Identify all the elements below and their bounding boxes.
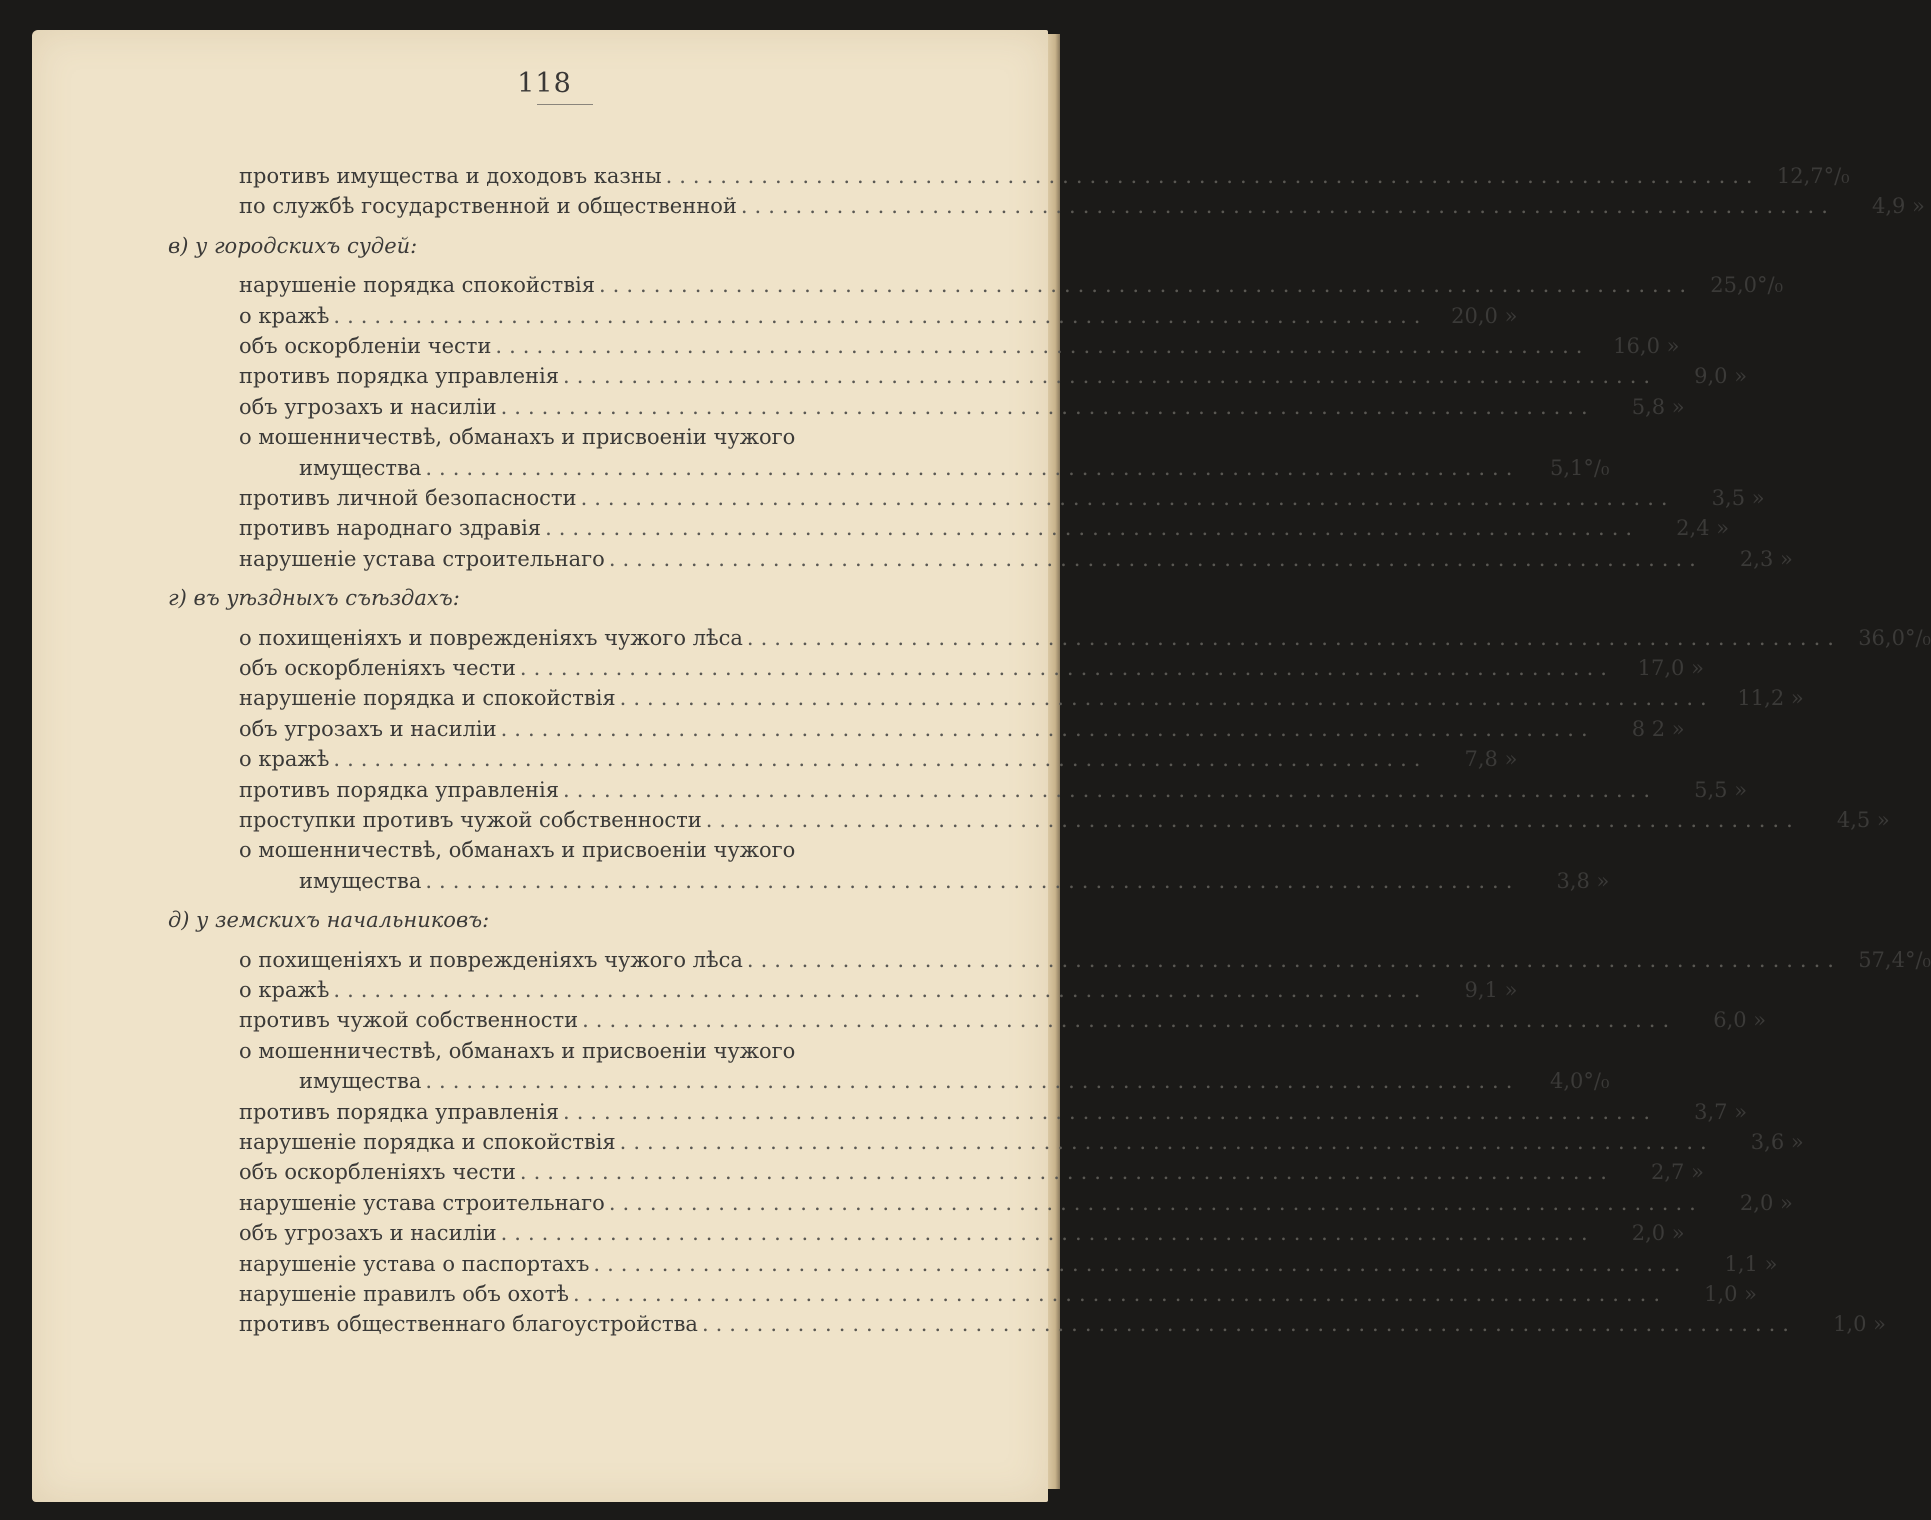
list-item [239, 1249, 1778, 1279]
entry-value: 5,5 » [1694, 777, 1748, 802]
dot-leader: ................................................................................ [563, 777, 1658, 802]
dot-leader: ................................................................................ [545, 516, 1640, 541]
list-item [239, 1309, 1886, 1339]
entry-label: противъ порядка управленiя [239, 1099, 560, 1124]
entry-label: противъ имущества и доходовъ казны [239, 164, 662, 188]
entry-value: 3,6 » [1750, 1130, 1804, 1154]
list-item [239, 301, 1518, 331]
entry-label: нарушенiе порядка и спокойствiя [239, 1130, 616, 1154]
entry-value: 5,1°/₀ [1550, 455, 1610, 480]
entry-label: противъ личной безопасности [239, 486, 577, 510]
entry-value: 5,8 » [1631, 394, 1685, 419]
dot-leader: ................................................................................ [705, 808, 1800, 832]
list-item [239, 422, 819, 452]
section-heading: в) у городскихъ судей: [168, 233, 418, 258]
dot-leader: ................................................................................ [519, 656, 1614, 680]
dot-leader: ................................................................................ [495, 334, 1590, 358]
entry-value: 12,7°/₀ [1776, 164, 1850, 188]
entry-label: нарушенiе устава строительнаго [239, 1190, 605, 1215]
entry-label: противъ порядка управленiя [239, 364, 560, 389]
entry-value: 3,8 » [1556, 868, 1610, 893]
entry-value: 2,0 » [1739, 1190, 1793, 1215]
list-item [239, 1157, 1704, 1187]
list-item [239, 1036, 819, 1066]
list-item [299, 453, 1610, 483]
entry-label: нарушенiе устава о паспортахъ [239, 1251, 590, 1276]
dot-leader: ................................................................................ [599, 273, 1694, 298]
page-number-rule [537, 104, 593, 105]
dot-leader: ................................................................................ [701, 1312, 1796, 1337]
entry-value: 8 2 » [1631, 716, 1685, 741]
entry-label: имущества [299, 868, 422, 893]
entry-label: объ угрозахъ и насилiи [239, 716, 497, 741]
entry-value: 17,0 » [1637, 656, 1704, 680]
list-item [239, 835, 819, 865]
list-item [239, 331, 1680, 361]
list-item [239, 392, 1685, 422]
entry-label: по службѣ государственной и общественной [239, 194, 737, 219]
entry-label: противъ общественнаго благоустройства [239, 1312, 698, 1337]
dot-leader: ................................................................................ [500, 1221, 1595, 1246]
list-item [239, 744, 1518, 774]
entry-value: 2,7 » [1651, 1160, 1704, 1185]
dot-leader: ................................................................................ [519, 1160, 1614, 1185]
page-number: 118 [517, 68, 572, 99]
list-item [239, 805, 1890, 835]
list-item [239, 714, 1685, 744]
dot-leader: ................................................................................ [333, 747, 1428, 772]
entry-label: объ оскорбленiяхъ чести [239, 656, 516, 680]
entry-label: о похищенiяхъ и поврежденiяхъ чужого лѣса [239, 947, 743, 972]
list-item [239, 683, 1804, 713]
entry-label: о кражѣ [239, 978, 330, 1002]
dot-leader: ................................................................................ [746, 947, 1841, 972]
dot-leader: ................................................................................ [333, 303, 1428, 328]
entry-label: противъ порядка управленiя [239, 777, 560, 802]
entry-label: проступки противъ чужой собственности [239, 808, 702, 832]
entry-value: 11,2 » [1737, 686, 1804, 711]
entry-value: 4,9 » [1871, 194, 1925, 219]
entry-value: 4,0°/₀ [1550, 1069, 1610, 1094]
dot-leader: ................................................................................ [572, 1282, 1668, 1306]
list-item [239, 544, 1793, 574]
list-item [239, 1127, 1804, 1157]
entry-value: 3,7 » [1694, 1099, 1748, 1124]
entry-value: 1,1 » [1724, 1251, 1778, 1276]
list-item [239, 270, 1784, 300]
entry-value: 1,0 » [1833, 1312, 1886, 1337]
list-item [239, 975, 1518, 1005]
entry-label: имущества [299, 1069, 422, 1094]
list-item [239, 775, 1748, 805]
dot-leader: ................................................................................ [608, 546, 1703, 571]
entry-label: нарушенiе порядка и спокойствiя [239, 686, 616, 711]
dot-leader: ................................................................................ [665, 164, 1760, 188]
list-item [239, 945, 1931, 975]
entry-label: объ оскорбленiяхъ чести [239, 1160, 516, 1185]
entry-label: о кражѣ [239, 303, 330, 328]
entry-value: 4,5 » [1836, 808, 1890, 832]
list-item [239, 191, 1925, 221]
entry-value: 2,3 » [1739, 546, 1793, 571]
dot-leader: ................................................................................ [500, 394, 1595, 419]
entry-value: 6,0 » [1713, 1008, 1767, 1033]
list-item [239, 513, 1730, 543]
list-item [239, 1097, 1748, 1127]
dot-leader: ................................................................................ [619, 686, 1714, 711]
section-heading: г) въ уѣздныхъ съѣздахъ: [168, 586, 460, 611]
list-item [239, 361, 1748, 391]
dot-leader: ................................................................................ [740, 194, 1835, 219]
entry-value: 16,0 » [1613, 334, 1680, 358]
list-item [239, 1279, 1758, 1309]
entry-value: 2,4 » [1676, 516, 1730, 541]
dot-leader: ................................................................................ [563, 1099, 1658, 1124]
dot-leader: ................................................................................ [608, 1190, 1703, 1215]
entry-label: имущества [299, 455, 422, 480]
entry-label: объ оскорбленiи чести [239, 334, 492, 358]
entry-label: противъ народнаго здравiя [239, 516, 542, 541]
entry-label: объ угрозахъ и насилiи [239, 394, 497, 419]
entry-label: о похищенiяхъ и поврежденiяхъ чужого лѣса [239, 625, 743, 650]
entry-value: 25,0°/₀ [1710, 273, 1784, 298]
entry-value: 57,4°/₀ [1858, 947, 1931, 972]
entry-value: 1,0 » [1704, 1282, 1758, 1306]
dot-leader: ................................................................................ [619, 1130, 1714, 1154]
dot-leader: ................................................................................ [563, 364, 1658, 389]
entry-label: противъ чужой собственности [239, 1008, 579, 1033]
entry-label: о мошенничествѣ, обманахъ и присвоенiи чужого [239, 1038, 796, 1063]
dot-leader: ................................................................................ [425, 1069, 1520, 1094]
entry-label: нарушенiе порядка спокойствiя [239, 273, 595, 298]
dot-leader: ................................................................................ [333, 978, 1428, 1002]
entry-value: 2,0 » [1631, 1221, 1685, 1246]
entry-value: 7,8 » [1464, 747, 1518, 772]
list-item [239, 1188, 1793, 1218]
list-item [239, 1218, 1685, 1248]
list-item [299, 1066, 1610, 1096]
entry-value: 9,0 » [1694, 364, 1748, 389]
entry-value: 9,1 » [1464, 978, 1518, 1002]
entry-label: объ угрозахъ и насилiи [239, 1221, 497, 1246]
dot-leader: ................................................................................ [425, 868, 1520, 893]
entry-label: нарушенiе правилъ объ охотѣ [239, 1282, 569, 1306]
entry-value: 36,0°/₀ [1858, 625, 1931, 650]
dot-leader: ................................................................................ [425, 455, 1520, 480]
list-item [239, 623, 1931, 653]
section-heading: д) у земскихъ начальниковъ: [168, 908, 490, 933]
dot-leader: ................................................................................ [582, 1008, 1677, 1033]
list-item [239, 653, 1704, 683]
entry-label: нарушенiе устава строительнаго [239, 546, 605, 571]
entry-value: 20,0 » [1451, 303, 1518, 328]
list-item [239, 161, 1850, 191]
entry-value: 3,5 » [1711, 486, 1765, 510]
dot-leader: ................................................................................ [746, 625, 1841, 650]
list-item [239, 1005, 1767, 1035]
entry-label: о мошенничествѣ, обманахъ и присвоенiи чужого [239, 425, 796, 450]
entry-label: о кражѣ [239, 747, 330, 772]
dot-leader: ................................................................................ [593, 1251, 1688, 1276]
list-item [299, 866, 1610, 896]
dot-leader: ................................................................................ [580, 486, 1675, 510]
list-item [239, 483, 1765, 513]
dot-leader: ................................................................................ [500, 716, 1595, 741]
entry-label: о мошенничествѣ, обманахъ и присвоенiи чужого [239, 838, 796, 863]
